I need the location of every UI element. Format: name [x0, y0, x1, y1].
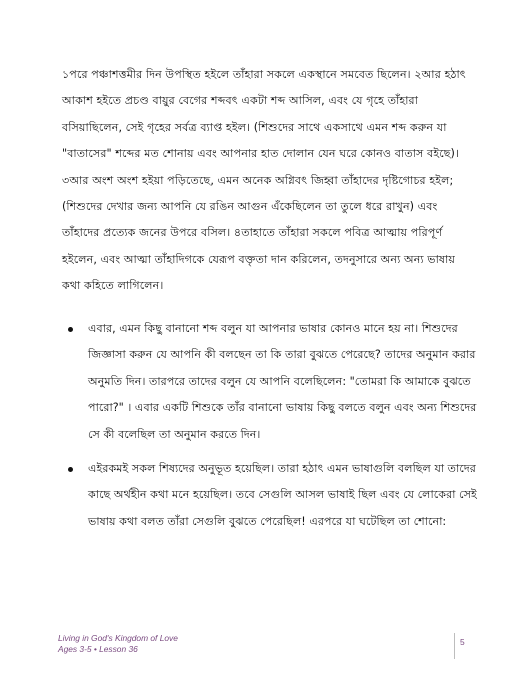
activity-list — [62, 316, 482, 543]
bullet-icon — [68, 467, 73, 472]
scripture-paragraph: ১পরে পঞ্চাশত্তমীর দিন উপস্থিত হইলে তাঁহারা সকলে একস্থানে সমবেত ছিলেন। ২আর হঠাৎ আকাশ হইতে প্রচণ্ড বায়ুর বেগের শব্দবৎ একটা শব্দ আসিল, এবং যে গৃহে তাঁহারা বসিয়াছিলেন, সেই গৃহের সর্বত্র ব্যাপ্ত হইল। (শিশুদের সাথে একসাথে এমন শব্দ করুন যা "বাতাসের" শব্দের মত শোনায় এবং আপনার হাত দোলান যেন ঘরে কোনও বাতাস বইছে)। ৩আর অংশ অংশ হইয়া পড়িতেছে, এমন অনেক অগ্নিবৎ জিহ্বা তাঁহাদের দৃষ্টিগোচর হইল; (শিশুদের দেখার জন্য আপনি যে রঙিন আগুন এঁকেছিলেন তা তুলে ধরে রাখুন) এবং তাঁহাদের প্রত্যেক জনের উপরে বসিল। ৪তাহাতে তাঁহারা সকলে পবিত্র আত্মায় পরিপূর্ণ হইলেন, এবং আত্মা তাঁহাদিগকে যেরূপ বক্তৃতা দান করিলেন, তদনুসারে অন্য অন্য ভাষায় কথা কহিতে লাগিলেন। — [62, 68, 466, 293]
page-number: 5 — [460, 637, 465, 647]
footer-title: Living in God's Kingdom of Love — [58, 633, 178, 643]
footer-meta: Ages 3-5 • Lesson 36 — [58, 644, 138, 654]
footer-divider — [454, 633, 455, 659]
list-item — [62, 456, 482, 535]
activity-text: এবার, এমন কিছু বানানো শব্দ বলুন যা আপনার ভাষার কোনও মানে হয় না। শিশুদের জিজ্ঞাসা করুন যে আপনি কী বলছেন তা কি তারা বুঝতে পেরেছে? তাদের অনুমান করার অনুমতি দিন। তারপরে তাদের বলুন যে আপনি বলেছিলেন: "তোমরা কি আমাকে বুঝতে পারো?" । এবার একটি শিশুকে তাঁর বানানো ভাষায় কিছু বলতে বলুন এবং অন্য শিশুদের সে কী বলেছিল তা অনুমান করতে দিন। — [88, 322, 477, 441]
activity-text: এইরকমই সকল শিষ্যদের অনুভূত হয়েছিল। তারা হঠাৎ এমন ভাষাগুলি বলছিল যা তাদের কাছে অর্থহীন কথা মনে হয়েছিল। তবে সেগুলি আসল ভাষাই ছিল এবং যে লোকেরা সেই ভাষায় কথা বলত তাঁরা সেগুলি বুঝতে পেরেছিল! এরপরে যা ঘটেছিল তা শোনো: — [88, 462, 477, 528]
page-footer — [58, 633, 478, 663]
list-item — [62, 316, 482, 448]
bullet-icon — [68, 327, 73, 332]
